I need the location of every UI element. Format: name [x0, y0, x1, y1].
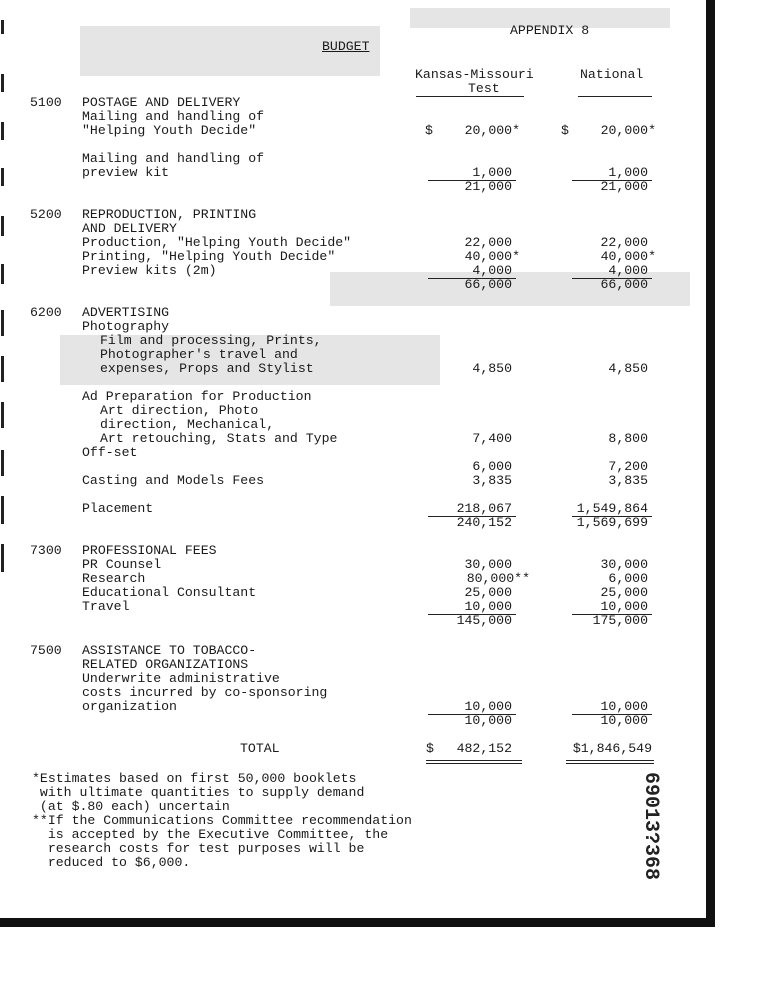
section-code: 5100 — [30, 95, 62, 110]
subtotal-national: 1,569,699 — [576, 515, 648, 530]
value-national: 10,000 — [600, 599, 648, 614]
section-title: POSTAGE AND DELIVERY — [82, 95, 241, 110]
section-code: 5200 — [30, 207, 62, 222]
binder-mark — [1, 168, 4, 186]
line-label: Printing, "Helping Youth Decide" — [82, 249, 336, 264]
value-ks: 10,000 — [464, 599, 512, 614]
binder-mark — [1, 216, 4, 236]
col-header-ks-sub: Test — [468, 81, 500, 96]
subtotal-national: 66,000 — [600, 277, 648, 292]
value-ks: 80,000** — [466, 571, 530, 586]
subtotal-ks: 10,000 — [464, 713, 512, 728]
value-national: 7,200 — [608, 459, 648, 474]
value-national: 10,000 — [600, 699, 648, 714]
line-label: organization — [82, 699, 177, 714]
section-title: ASSISTANCE TO TOBACCO- — [82, 643, 257, 658]
value-national: 3,835 — [608, 473, 648, 488]
col-header-ks: Kansas-Missouri — [415, 67, 534, 82]
line-label: Photographer's travel and — [100, 347, 298, 362]
binder-mark — [1, 450, 4, 476]
section-title: RELATED ORGANIZATIONS — [82, 657, 249, 672]
subtotal-national: 21,000 — [600, 179, 648, 194]
header-underline — [416, 96, 524, 97]
line-label: Photography — [82, 319, 170, 334]
footnote: **If the Communications Committee recommendation — [32, 813, 412, 828]
subtotal-ks: 240,152 — [456, 515, 512, 530]
value-ks: 30,000 — [464, 557, 512, 572]
line-label: PR Counsel — [82, 557, 162, 572]
value-national: 4,000 — [608, 263, 648, 278]
line-label: direction, Mechanical, — [100, 417, 275, 432]
value-national: 4,850 — [608, 361, 648, 376]
total-national: $1,846,549 — [572, 741, 652, 756]
binder-mark — [1, 122, 4, 140]
footnote: (at $.80 each) uncertain — [32, 799, 230, 814]
section-code: 7500 — [30, 643, 62, 658]
line-label: Travel — [82, 599, 130, 614]
line-label: Film and processing, Prints, — [100, 333, 322, 348]
line-label: Underwrite administrative — [82, 671, 280, 686]
document-number-text: 69013?368 — [639, 772, 662, 881]
line-label: expenses, Props and Stylist — [100, 361, 314, 376]
total-rule — [566, 760, 654, 761]
section-title: PROFESSIONAL FEES — [82, 543, 217, 558]
binder-mark — [1, 544, 4, 572]
section-title: AND DELIVERY — [82, 221, 177, 236]
binder-mark — [1, 20, 4, 34]
total-rule — [426, 763, 522, 764]
total-ks: 482,152 — [456, 741, 512, 756]
binder-mark — [1, 74, 4, 92]
subtotal-ks: 21,000 — [464, 179, 512, 194]
value-ks: 1,000 — [472, 165, 512, 180]
section-title: ADVERTISING — [82, 305, 170, 320]
value-ks: 4,850 — [472, 361, 512, 376]
header-underline — [578, 96, 652, 97]
line-label: costs incurred by co-sponsoring — [82, 685, 328, 700]
value-ks: 4,000 — [472, 263, 512, 278]
total-rule — [566, 763, 654, 764]
value-ks: 22,000 — [464, 235, 512, 250]
value-national: 22,000 — [600, 235, 648, 250]
value-national: 8,800 — [608, 431, 648, 446]
value-ks: 40,000* — [464, 249, 520, 264]
value-ks: 7,400 — [472, 431, 512, 446]
line-label: Educational Consultant — [82, 585, 257, 600]
value-ks: 10,000 — [464, 699, 512, 714]
line-label: Casting and Models Fees — [82, 473, 265, 488]
value-ks: 218,067 — [456, 501, 512, 516]
value-national: 6,000 — [608, 571, 648, 586]
binder-mark — [1, 402, 4, 428]
line-label: Production, "Helping Youth Decide" — [82, 235, 352, 250]
appendix-label: APPENDIX 8 — [510, 23, 590, 38]
line-label: Off-set — [82, 445, 138, 460]
footnote: *Estimates based on first 50,000 booklets — [32, 771, 357, 786]
footnote: research costs for test purposes will be — [32, 841, 365, 856]
document-number — [628, 772, 664, 892]
total-ks-sign: $ — [426, 741, 434, 756]
col-header-national: National — [580, 67, 644, 82]
binder-mark — [1, 496, 4, 524]
section-code: 7300 — [30, 543, 62, 558]
binder-mark — [1, 356, 4, 382]
value-national: $ 20,000* — [561, 123, 656, 138]
subtotal-ks: 145,000 — [456, 613, 512, 628]
line-label: Mailing and handling of — [82, 151, 265, 166]
subtotal-national: 175,000 — [592, 613, 648, 628]
line-label: "Helping Youth Decide" — [82, 123, 257, 138]
binder-mark — [1, 264, 4, 284]
footnote: with ultimate quantities to supply demand — [32, 785, 365, 800]
value-national: 40,000* — [600, 249, 656, 264]
value-ks: 25,000 — [464, 585, 512, 600]
value-ks: $ 20,000* — [425, 123, 520, 138]
value-national: 1,000 — [608, 165, 648, 180]
subtotal-ks: 66,000 — [464, 277, 512, 292]
line-label: Mailing and handling of — [82, 109, 265, 124]
line-label: Research — [82, 571, 146, 586]
footnote: is accepted by the Executive Committee, the — [32, 827, 389, 842]
value-national: 25,000 — [600, 585, 648, 600]
value-ks: 3,835 — [472, 473, 512, 488]
binder-mark — [1, 310, 4, 336]
total-rule — [426, 760, 522, 761]
line-label: Placement — [82, 501, 154, 516]
line-label: Art retouching, Stats and Type — [100, 431, 338, 446]
total-label: TOTAL — [240, 741, 280, 756]
line-label: preview kit — [82, 165, 170, 180]
budget-title: BUDGET — [322, 39, 370, 54]
value-national: 30,000 — [600, 557, 648, 572]
line-label: Preview kits (2m) — [82, 263, 217, 278]
section-title: REPRODUCTION, PRINTING — [82, 207, 257, 222]
value-ks: 6,000 — [472, 459, 512, 474]
value-national: 1,549,864 — [576, 501, 648, 516]
section-code: 6200 — [30, 305, 62, 320]
line-label: Ad Preparation for Production — [82, 389, 312, 404]
subtotal-national: 10,000 — [600, 713, 648, 728]
line-label: Art direction, Photo — [100, 403, 259, 418]
footnote: reduced to $6,000. — [32, 855, 191, 870]
